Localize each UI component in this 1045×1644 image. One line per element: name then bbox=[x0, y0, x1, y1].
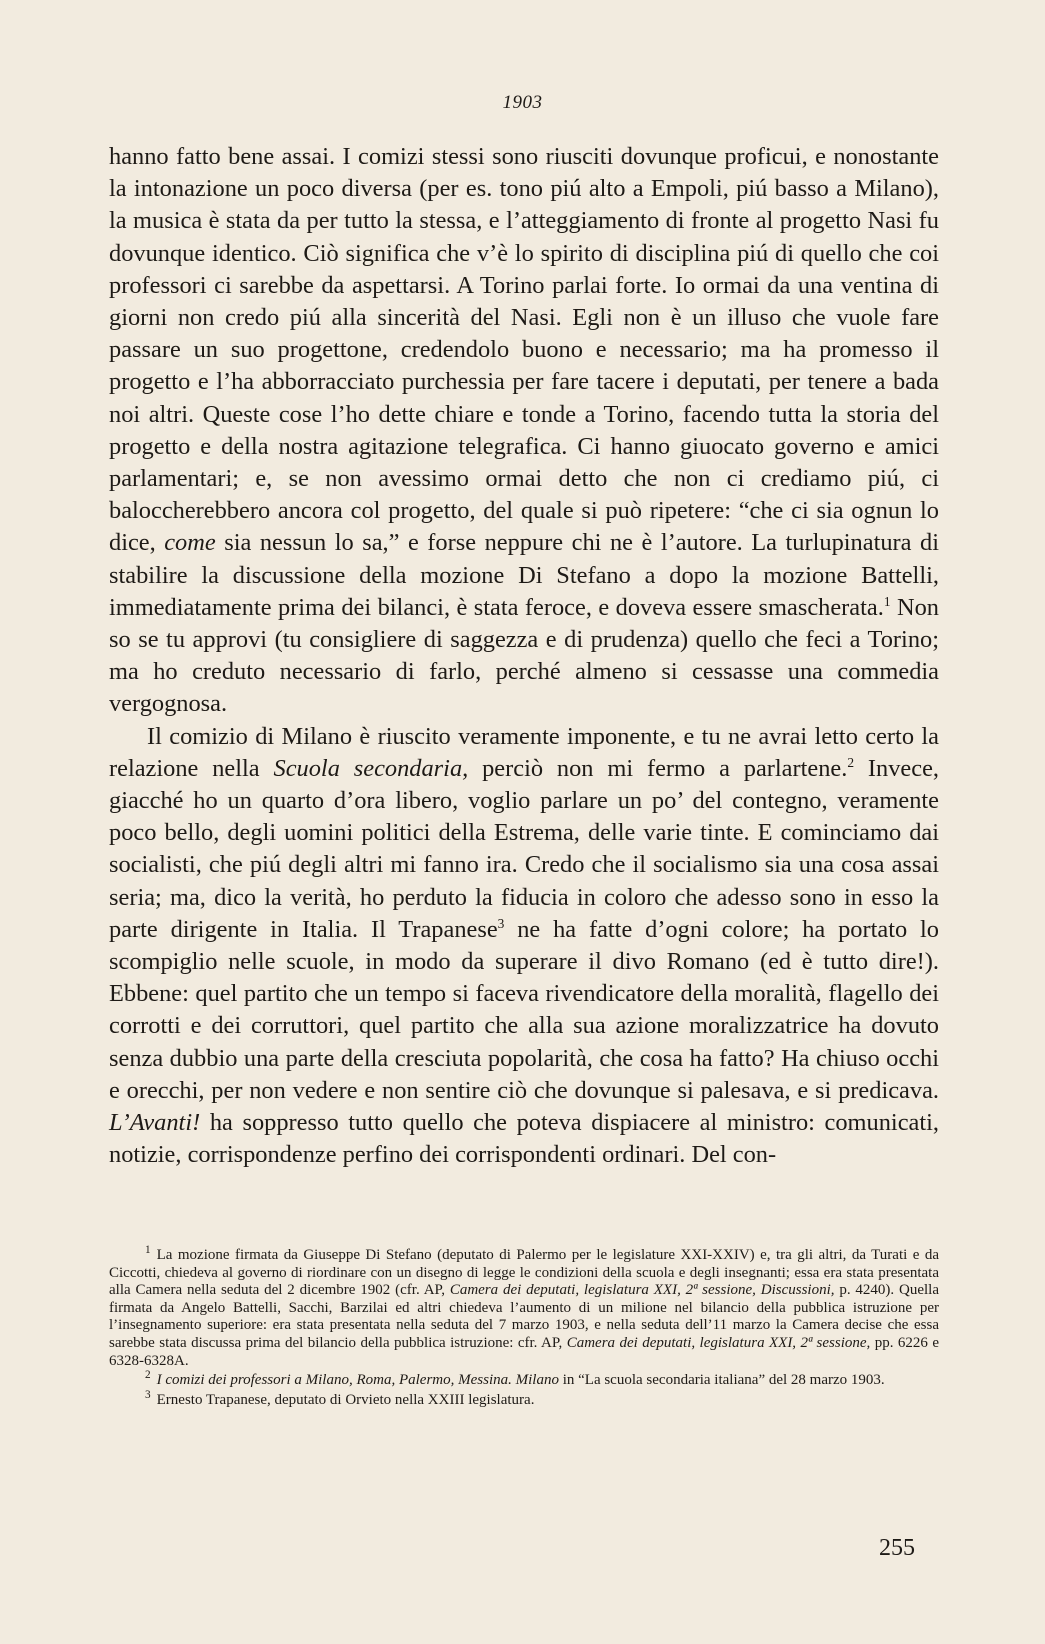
footnote-2 bbox=[109, 1369, 939, 1390]
paragraph-2-text-mid3: ne ha fatte d’ogni colore; ha portato lo scompiglio nelle scuole, in modo da superare il divo Romano (ed è tutto dire!). Ebbene: quel partito che un tempo si faceva rivendicatore della moralità, flagello dei corrotti e dei corruttori, quel partito che alla sua azione moralizzatrice ha dovuto senza dubbio una parte della cresciuta popolarità, che cosa ha fatto? Ha chiuso occhi e orecchi, per non vedere e non sentire ciò che dovunque si palesava, e si predicava. bbox=[109, 915, 939, 1104]
footnote-2-italic-a: I comizi dei professori a Milano, Roma, Palermo, Messina. Milano bbox=[156, 1372, 559, 1389]
italic-journal-title: Scuola secondaria, bbox=[273, 754, 469, 782]
main-text bbox=[109, 141, 939, 1172]
paragraph-2 bbox=[109, 721, 939, 1172]
page-number: 255 bbox=[879, 1535, 915, 1561]
footnote-1-italic-a: Camera dei deputati, legislatura XXI, 2ª sessione, Discussioni, bbox=[449, 1282, 835, 1299]
footnote-3 bbox=[109, 1388, 939, 1410]
footnote-1-text-a: La mozione firmata da Giuseppe Di Stefano (deputato di Palermo per le legislature XXI-XXIV) e, tra gli altri, da Turati e da Ciccotti, chiedeva al governo di riordinare con un disegno di legge le condizioni della scuola e degli insegnanti; essa era stata presentata alla Camera nella seduta del 2 dicembre 1902 (cfr. AP, bbox=[109, 1247, 939, 1299]
paragraph-1-text: hanno fatto bene assai. I comizi stessi sono riusciti dovunque proficui, e nonostante la intonazione un poco diversa (per es. tono piú alto a Empoli, piú basso a Milano), la musica è stata da per tutto la stessa, e l’atteggiamento di fronte al progetto Nasi fu dovunque identico. Ciò significa che v’è lo spirito di disciplina piú di quello che coi professori ci sarebbe da aspettarsi. A Torino parlai forte. Io ormai da una ventina di giorni non credo piú alla sincerità del Nasi. Egli non è un illuso che vuole fare passare un suo progettone, credendolo buono e necessario; ma ha promesso il progetto e l’ha abborracciato purchessia per fare tacere i deputati, per tenere a bada noi altri. Queste cose l’ho dette chiare e tonde a Torino, facendo tutta la storia del progetto e della nostra agitazione telegrafica. Ci hanno giuocato governo e amici parlamentari; e, se non avessimo ormai detto che non ci crediamo piú, ci baloccherebbero ancora col progetto, del quale si può ripetere: “che ci sia ognun lo dice, bbox=[109, 143, 939, 557]
footnote-ref-2: 2 bbox=[847, 754, 855, 770]
paragraph-2-text-mid1: perciò non mi fermo a parlartene. bbox=[468, 754, 848, 782]
footnote-3-text-a: Ernesto Trapanese, deputato di Orvieto nella XXIII legislatura. bbox=[156, 1391, 535, 1408]
paragraph-2-text-start: Il comizio di Milano è riuscito veramente imponente, e tu ne avrai letto certo la relazione nella bbox=[109, 722, 939, 782]
paragraph-1 bbox=[109, 141, 939, 721]
italic-avanti: L’Avanti! bbox=[109, 1109, 201, 1137]
footnote-1-number: 1 bbox=[145, 1244, 151, 1256]
footnotes bbox=[109, 1244, 940, 1411]
paragraph-2-text-mid2: Invece, giacché ho un quarto d’ora libero, voglio parlare un po’ del contegno, veramente poco bello, degli uomini politici della Estrema, delle varie tinte. E cominciamo dai socialisti, che piú degli altri mi fanno ira. Credo che il socialismo sia una cosa assai seria; ma, dico la verità, ho perduto la fiducia in coloro che adesso sono in esso la parte dirigente in Italia. Il Trapanese bbox=[109, 754, 939, 943]
footnote-1 bbox=[109, 1244, 940, 1370]
footnote-1-text-b: p. 4240). Quella firmata da Angelo Battelli, Sacchi, Barzilai ed altri chiedeva l’aumento di un milione nel bilancio della pubblica istruzione per l’insegnamento superiore: era stata presentata nella seduta del 7 marzo 1903, e nella seduta dell’11 marzo la Camera decise che essa sarebbe stata discussa prima del bilancio della pubblica istruzione: cfr. AP, bbox=[109, 1282, 940, 1351]
paragraph-2-text-end: ha soppresso tutto quello che poteva dispiacere al ministro: comunicati, notizie, corrispondenze perfino dei corrispondenti ordinari. Del con- bbox=[109, 1109, 939, 1169]
footnote-1-text-c: pp. 6226 e 6328-6328A. bbox=[109, 1334, 939, 1369]
footnote-3-number: 3 bbox=[145, 1388, 151, 1401]
footnote-2-text-a: in “La scuola secondaria italiana” del 28 marzo 1903. bbox=[558, 1372, 885, 1389]
paragraph-1-text-end: Non so se tu approvi (tu consigliere di saggezza e di prudenza) quello che feci a Torino; ma ho creduto necessario di farlo, perché almeno si cessasse una commedia vergognosa. bbox=[109, 593, 939, 718]
footnote-ref-1: 1 bbox=[883, 593, 891, 609]
paragraph-1-text-cont: sia nessun lo sa,” e forse neppure chi ne è l’autore. La turlupinatura di stabilire la discussione della mozione Di Stefano a dopo la mozione Battelli, immediatamente prima dei bilanci, è stata feroce, e doveva essere smascherata. bbox=[109, 529, 939, 621]
footnote-2-number: 2 bbox=[145, 1369, 151, 1382]
footnote-1-italic-b: Camera dei deputati, legislatura XXI, 2ª sessione, bbox=[566, 1334, 871, 1351]
running-header-year: 1903 bbox=[502, 92, 543, 113]
italic-come: come bbox=[164, 529, 216, 557]
footnote-ref-3: 3 bbox=[497, 915, 505, 931]
